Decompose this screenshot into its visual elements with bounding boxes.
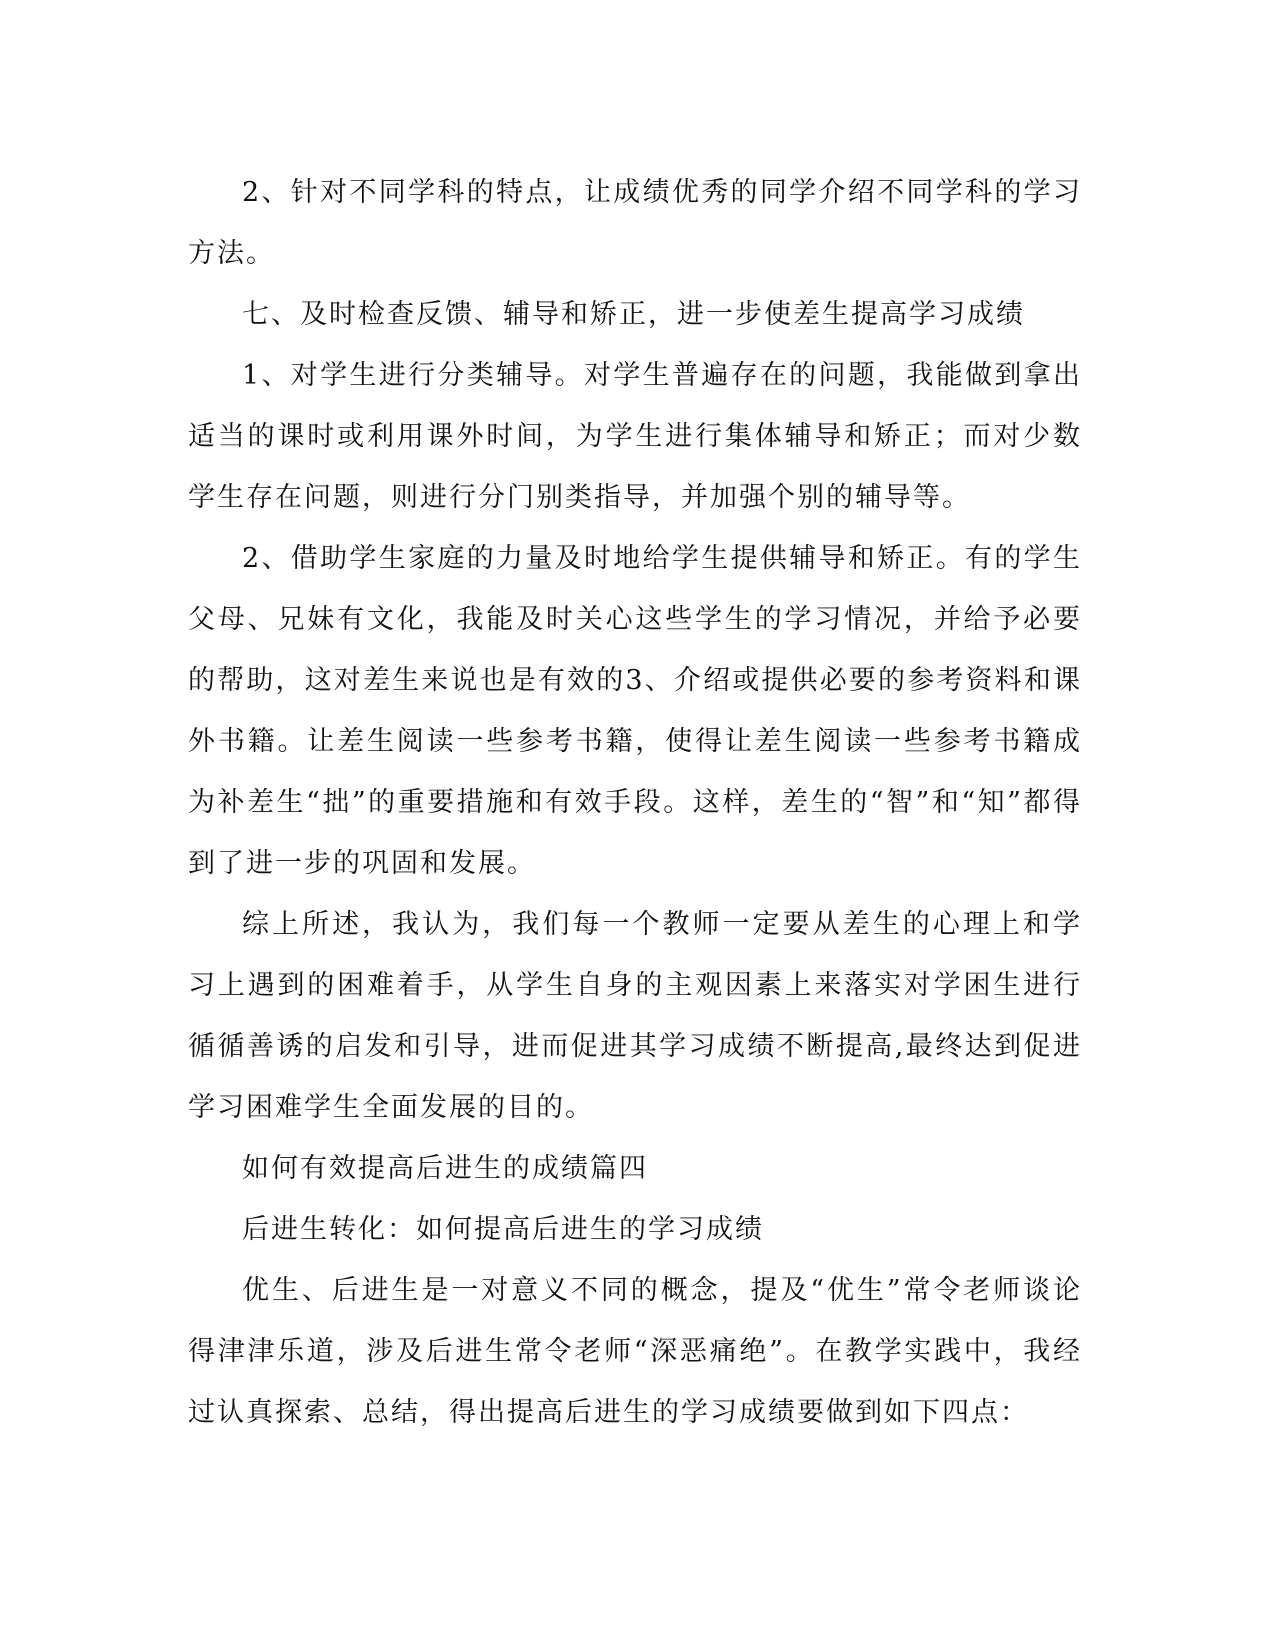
paragraph-classified-tutoring: 1、对学生进行分类辅导。对学生普遍存在的问题，我能做到拿出适当的课时或利用课外时间，为学生进行集体辅导和矫正；而对少数学生存在问题，则进行分门别类指导，并加强个别的辅导等。 xyxy=(188,360,1082,513)
section-heading-seven: 七、及时检查反馈、辅导和矫正，进一步使差生提高学习成绩 xyxy=(242,299,1025,330)
paragraph-introduction: 优生、后进生是一对意义不同的概念，提及“优生”常令老师谈论得津津乐道，涉及后进生常令老师“深恶痛绝”。在教学实践中，我经过认真探索、总结，得出提高后进生的学习成绩要做到如下四点： xyxy=(188,1275,1082,1428)
chapter-title: 如何有效提高后进生的成绩篇四 xyxy=(242,1153,648,1184)
paragraph-study-methods: 2、针对不同学科的特点，让成绩优秀的同学介绍不同学科的学习方法。 xyxy=(188,177,1082,269)
paragraph-family-support: 2、借助学生家庭的力量及时地给学生提供辅导和矫正。有的学生父母、兄妹有文化，我能及时关心这些学生的学习情况，并给予必要的帮助，这对差生来说也是有效的3、介绍或提供必要的参考资料和课外书籍。让差生阅读一些参考书籍，使得让差生阅读一些参考书籍成为补差生“拙”的重要措施和有效手段。这样，差生的“智”和“知”都得到了进一步的巩固和发展。 xyxy=(188,543,1082,879)
chapter-subtitle: 后进生转化：如何提高后进生的学习成绩 xyxy=(242,1214,764,1245)
paragraph-summary: 综上所述，我认为，我们每一个教师一定要从差生的心理上和学习上遇到的困难着手，从学生自身的主观因素上来落实对学困生进行循循善诱的启发和引导，进而促进其学习成绩不断提高,最终达到促进学习困难学生全面发展的目的。 xyxy=(188,909,1082,1123)
document-body xyxy=(188,162,1082,1443)
